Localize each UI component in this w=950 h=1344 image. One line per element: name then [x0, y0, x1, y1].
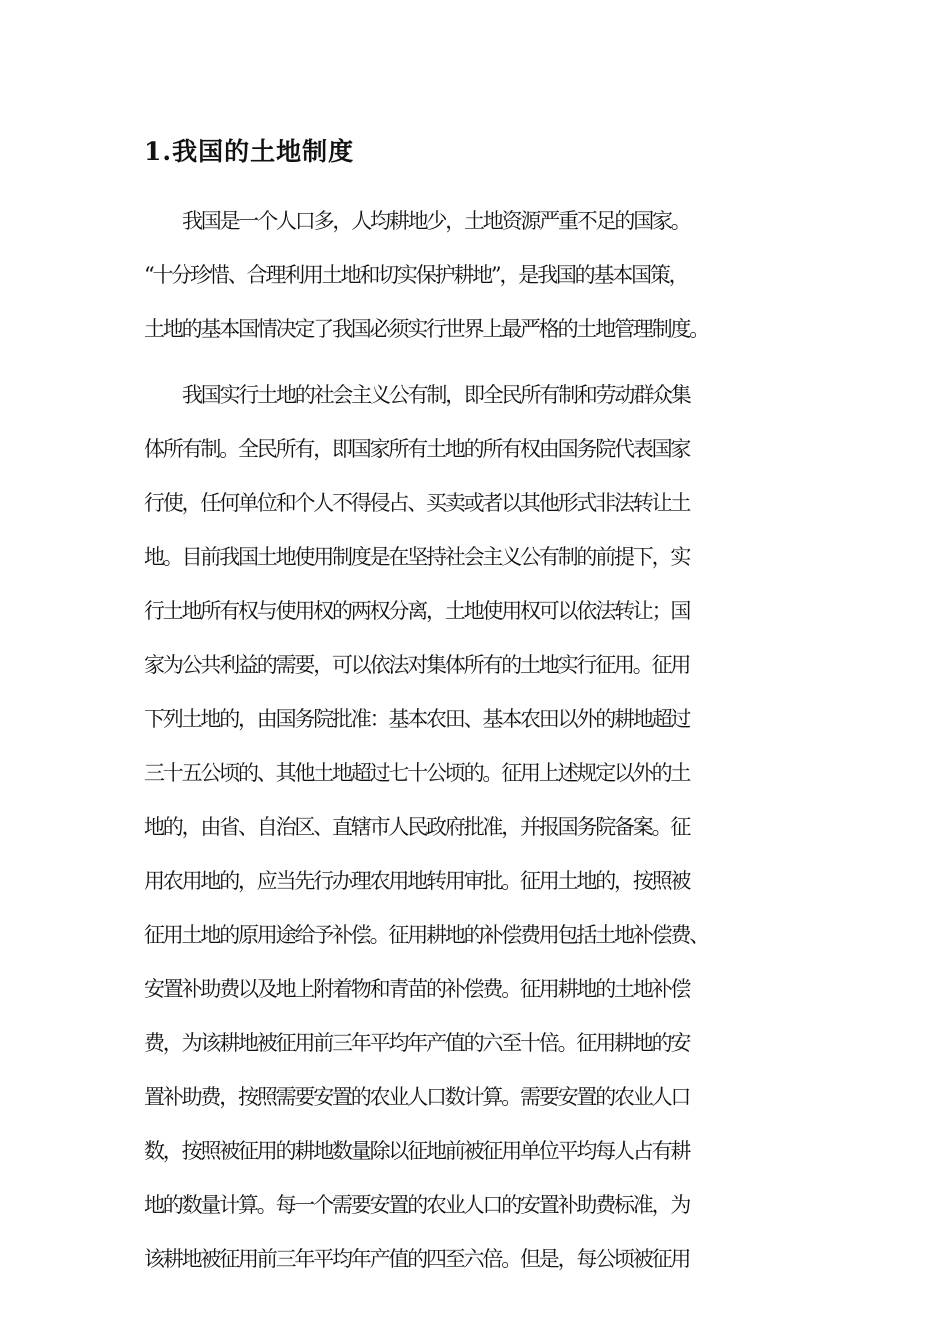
paragraph-line: 该耕地被征用前三年平均年产值的四至六倍。但是，每公顷被征用: [144, 1247, 690, 1271]
paragraph-line: 下列土地的，由国务院批准：基本农田、基本农田以外的耕地超过: [144, 707, 690, 731]
paragraph-line: 家为公共利益的需要，可以依法对集体所有的土地实行征用。征用: [144, 653, 690, 677]
paragraph-line: 我国是一个人口多，人均耕地少，土地资源严重不足的国家。: [182, 209, 690, 233]
paragraph-line: 地。目前我国土地使用制度是在坚持社会主义公有制的前提下，实: [144, 545, 690, 569]
paragraph-line: 费，为该耕地被征用前三年平均年产值的六至十倍。征用耕地的安: [144, 1031, 690, 1055]
paragraph-line: 安置补助费以及地上附着物和青苗的补偿费。征用耕地的土地补偿: [144, 977, 690, 1001]
paragraph-2: [144, 368, 810, 1286]
paragraph-line: 数，按照被征用的耕地数量除以征地前被征用单位平均每人占有耕: [144, 1139, 690, 1163]
paragraph-1: [144, 194, 810, 356]
paragraph-line: 地的数量计算。每一个需要安置的农业人口的安置补助费标准，为: [144, 1193, 690, 1217]
paragraph-line: “十分珍惜、合理利用土地和切实保护耕地”，是我国的基本国策，: [144, 263, 688, 287]
paragraph-line: 征用土地的原用途给予补偿。征用耕地的补偿费用包括土地补偿费、: [144, 923, 708, 947]
paragraph-line: 行土地所有权与使用权的两权分离，土地使用权可以依法转让；国: [144, 599, 690, 623]
paragraph-line: 行使，任何单位和个人不得侵占、买卖或者以其他形式非法转让土: [144, 491, 690, 515]
paragraph-line: 我国实行土地的社会主义公有制，即全民所有制和劳动群众集: [182, 383, 690, 407]
section-heading: 1.我国的土地制度: [144, 137, 355, 166]
paragraph-line: 用农用地的，应当先行办理农用地转用审批。征用土地的，按照被: [144, 869, 690, 893]
paragraph-line: 土地的基本国情决定了我国必须实行世界上最严格的土地管理制度。: [144, 317, 708, 341]
paragraph-line: 置补助费，按照需要安置的农业人口数计算。需要安置的农业人口: [144, 1085, 690, 1109]
paragraph-line: 地的，由省、自治区、直辖市人民政府批准，并报国务院备案。征: [144, 815, 690, 839]
paragraph-line: 三十五公顷的、其他土地超过七十公顷的。征用上述规定以外的土: [144, 761, 690, 785]
paragraph-line: 体所有制。全民所有，即国家所有土地的所有权由国务院代表国家: [144, 437, 690, 461]
